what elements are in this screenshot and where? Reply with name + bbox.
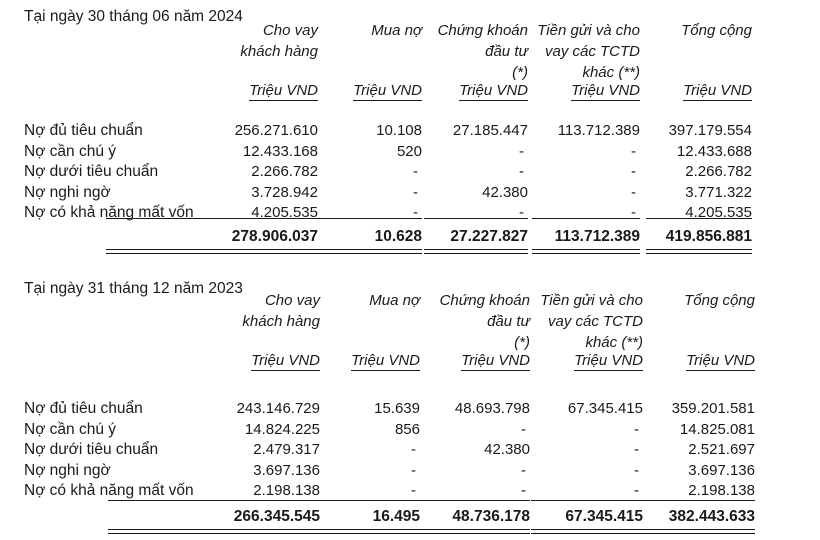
column-header bbox=[369, 290, 420, 353]
column-header-line bbox=[371, 62, 422, 83]
total-separator-line bbox=[424, 218, 528, 219]
column-header bbox=[438, 20, 528, 83]
table-row bbox=[0, 184, 820, 204]
total-cell: 16.495 bbox=[372, 508, 420, 525]
column-header-line bbox=[240, 62, 318, 83]
table-cell: 856 bbox=[394, 420, 420, 438]
total-separator-line bbox=[316, 500, 420, 501]
column-header-line: Cho vay bbox=[264, 292, 320, 309]
table-cell: 14.824.225 bbox=[244, 420, 320, 438]
table-cell: - bbox=[634, 420, 639, 438]
table-cell: - bbox=[521, 482, 526, 499]
column-header-line bbox=[681, 41, 752, 62]
total-double-underline bbox=[316, 529, 420, 534]
column-header bbox=[681, 20, 752, 83]
table-section bbox=[0, 270, 820, 540]
unit-label: Triệu VND bbox=[571, 82, 640, 99]
table-cell: 42.380 bbox=[482, 183, 528, 201]
section-title: Tại ngày 30 tháng 06 năm 2024 bbox=[24, 8, 243, 25]
table-cell: 2.198.138 bbox=[688, 482, 755, 499]
row-label: Nợ cần chú ý bbox=[24, 142, 117, 160]
unit-label: Triệu VND bbox=[249, 82, 318, 99]
table-cell: - bbox=[634, 461, 639, 479]
total-cell: 278.906.037 bbox=[231, 228, 318, 245]
total-double-underline bbox=[424, 249, 528, 254]
total-cell: 419.856.881 bbox=[665, 228, 752, 245]
column-header-line: Mua nợ bbox=[371, 22, 422, 39]
column-header-line: (*) bbox=[514, 334, 530, 351]
column-header-line: khác (**) bbox=[585, 334, 643, 351]
table-cell: - bbox=[634, 441, 639, 458]
total-cell: 266.345.545 bbox=[233, 508, 320, 525]
table-cell: - bbox=[411, 441, 416, 458]
total-double-underline bbox=[643, 529, 755, 534]
unit-label: Triệu VND bbox=[574, 352, 643, 369]
column-header bbox=[440, 290, 530, 353]
table-cell: 2.479.317 bbox=[253, 441, 320, 458]
table-cell: 2.198.138 bbox=[253, 482, 320, 499]
table-cell: 12.433.168 bbox=[242, 142, 318, 160]
row-label: Nợ nghi ngờ bbox=[24, 183, 111, 201]
total-separator-line bbox=[312, 218, 422, 219]
column-header-line bbox=[242, 332, 320, 353]
row-label: Nợ nghi ngờ bbox=[24, 461, 111, 479]
table-cell: 520 bbox=[396, 142, 422, 160]
row-label: Nợ có khả năng mất vốn bbox=[24, 482, 194, 499]
column-header-line: Mua nợ bbox=[369, 292, 420, 309]
table-row bbox=[0, 441, 820, 461]
table-cell: 14.825.081 bbox=[679, 420, 755, 438]
table-cell: 67.345.415 bbox=[567, 400, 643, 417]
row-label: Nợ cần chú ý bbox=[24, 420, 117, 438]
table-cell: 3.697.136 bbox=[688, 461, 755, 479]
section-title: Tại ngày 31 tháng 12 năm 2023 bbox=[24, 280, 243, 297]
column-header-line: (*) bbox=[512, 64, 528, 81]
row-label: Nợ đủ tiêu chuẩn bbox=[24, 122, 143, 139]
total-double-underline bbox=[312, 249, 422, 254]
column-header bbox=[537, 20, 640, 83]
table-cell: - bbox=[411, 461, 416, 479]
total-cell: 113.712.389 bbox=[554, 228, 640, 245]
table-cell: - bbox=[413, 204, 418, 221]
column-header-line bbox=[684, 332, 755, 353]
column-header-line: khách hàng bbox=[240, 43, 318, 60]
table-cell: 113.712.389 bbox=[557, 122, 640, 139]
total-double-underline bbox=[106, 249, 318, 254]
table-cell: 2.266.782 bbox=[685, 163, 752, 180]
table-cell: - bbox=[519, 204, 524, 221]
column-header-line: Chứng khoán bbox=[437, 22, 528, 39]
table-cell: - bbox=[631, 204, 636, 221]
column-header-line: vay các TCTD bbox=[547, 313, 643, 330]
row-label: Nợ đủ tiêu chuẩn bbox=[24, 400, 143, 417]
table-cell: - bbox=[631, 142, 636, 160]
total-separator-line bbox=[531, 500, 643, 501]
column-header-line: vay các TCTD bbox=[544, 43, 640, 60]
table-cell: 3.728.942 bbox=[251, 183, 318, 201]
total-cell: 48.736.178 bbox=[452, 508, 530, 525]
total-cell: 27.227.827 bbox=[450, 228, 528, 245]
column-header bbox=[242, 290, 320, 353]
table-cell: - bbox=[413, 183, 418, 201]
table-cell: 397.179.554 bbox=[668, 122, 752, 139]
total-double-underline bbox=[532, 249, 640, 254]
column-header-line: khách hàng bbox=[242, 313, 320, 330]
table-row bbox=[0, 204, 820, 224]
table-cell: 4.205.535 bbox=[251, 204, 318, 221]
column-header-line bbox=[371, 41, 422, 62]
total-cell: 67.345.415 bbox=[565, 508, 643, 525]
column-header-line: Cho vay bbox=[262, 22, 318, 39]
table-row bbox=[0, 143, 820, 163]
total-row bbox=[0, 508, 820, 528]
table-row bbox=[0, 482, 820, 502]
table-cell: 243.146.729 bbox=[236, 400, 320, 417]
column-header-line bbox=[369, 311, 420, 332]
column-header-line: Chứng khoán bbox=[439, 292, 530, 309]
table-cell: 27.185.447 bbox=[452, 122, 528, 139]
column-header bbox=[240, 20, 318, 83]
total-cell: 382.443.633 bbox=[668, 508, 755, 525]
table-cell: - bbox=[519, 163, 524, 180]
table-row bbox=[0, 421, 820, 441]
total-double-underline bbox=[108, 529, 320, 534]
table-cell: - bbox=[521, 461, 526, 479]
unit-label: Triệu VND bbox=[459, 82, 528, 99]
total-separator-line bbox=[643, 500, 755, 501]
unit-label: Triệu VND bbox=[353, 82, 422, 99]
column-header-line: khác (**) bbox=[582, 64, 640, 81]
table-cell: 2.521.697 bbox=[688, 441, 755, 458]
total-separator-line bbox=[646, 218, 752, 219]
unit-label: Triệu VND bbox=[461, 352, 530, 369]
unit-label: Triệu VND bbox=[683, 82, 752, 99]
total-separator-line bbox=[418, 500, 530, 501]
total-double-underline bbox=[531, 529, 643, 534]
row-label: Nợ dưới tiêu chuẩn bbox=[24, 441, 159, 458]
table-cell: 359.201.581 bbox=[671, 400, 755, 417]
table-cell: 42.380 bbox=[484, 441, 530, 458]
unit-label: Triệu VND bbox=[251, 352, 320, 369]
total-double-underline bbox=[646, 249, 752, 254]
column-header-line: đầu tư bbox=[487, 313, 530, 330]
column-header-line: Tổng cộng bbox=[681, 22, 752, 39]
column-header-line bbox=[684, 311, 755, 332]
table-cell: 3.771.322 bbox=[685, 183, 752, 201]
column-header-line bbox=[369, 332, 420, 353]
total-row bbox=[0, 228, 820, 248]
column-header-line: đầu tư bbox=[485, 43, 528, 60]
table-cell: - bbox=[411, 482, 416, 499]
table-cell: 12.433.688 bbox=[676, 142, 752, 160]
column-header bbox=[684, 290, 755, 353]
unit-label: Triệu VND bbox=[686, 352, 755, 369]
total-double-underline bbox=[418, 529, 530, 534]
column-header-line: Tiền gửi và cho bbox=[540, 292, 643, 309]
table-cell: - bbox=[413, 163, 418, 180]
column-header bbox=[371, 20, 422, 83]
total-separator-line bbox=[106, 218, 318, 219]
column-header-line bbox=[681, 62, 752, 83]
unit-label: Triệu VND bbox=[351, 352, 420, 369]
table-cell: 4.205.535 bbox=[685, 204, 752, 221]
table-cell: 2.266.782 bbox=[251, 163, 318, 180]
row-label: Nợ có khả năng mất vốn bbox=[24, 204, 194, 221]
table-row bbox=[0, 163, 820, 183]
row-label: Nợ dưới tiêu chuẩn bbox=[24, 163, 159, 180]
total-cell: 10.628 bbox=[374, 228, 422, 245]
table-cell: - bbox=[519, 142, 524, 160]
table-row bbox=[0, 462, 820, 482]
table-row bbox=[0, 122, 820, 142]
table-cell: - bbox=[521, 420, 526, 438]
table-cell: 3.697.136 bbox=[253, 461, 320, 479]
table-cell: - bbox=[631, 163, 636, 180]
total-separator-line bbox=[108, 500, 320, 501]
column-header-line: Tổng cộng bbox=[684, 292, 755, 309]
table-cell: 48.693.798 bbox=[454, 400, 530, 417]
table-cell: - bbox=[634, 482, 639, 499]
table-cell: 10.108 bbox=[376, 122, 422, 139]
total-separator-line bbox=[532, 218, 640, 219]
column-header bbox=[540, 290, 643, 353]
table-cell: - bbox=[631, 183, 636, 201]
table-cell: 15.639 bbox=[374, 400, 420, 417]
table-cell: 256.271.610 bbox=[234, 122, 318, 139]
column-header-line: Tiền gửi và cho bbox=[537, 22, 640, 39]
table-row bbox=[0, 400, 820, 420]
